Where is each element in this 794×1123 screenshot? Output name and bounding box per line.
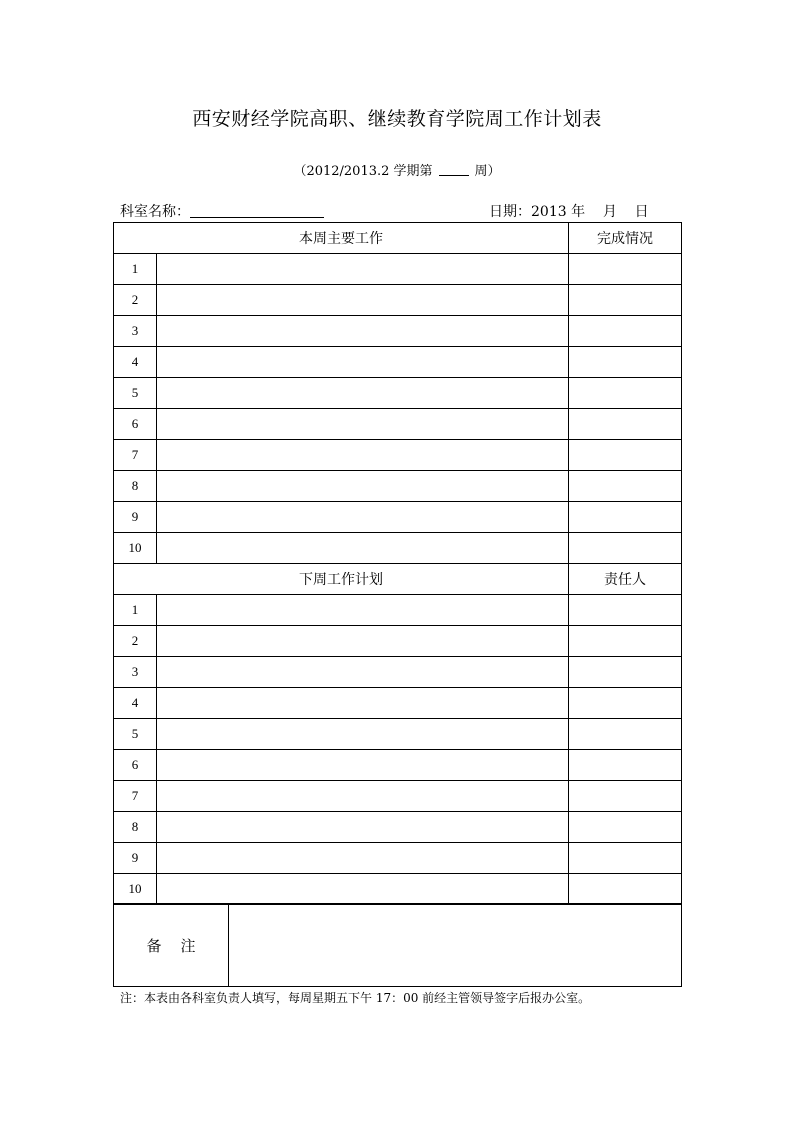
table-row <box>114 471 682 502</box>
this-week-item-cell[interactable] <box>157 533 569 564</box>
table-row <box>114 285 682 316</box>
this-week-item-cell[interactable] <box>157 285 569 316</box>
table-row <box>114 316 682 347</box>
next-week-side-cell[interactable] <box>569 626 682 657</box>
next-week-item-cell[interactable] <box>157 843 569 874</box>
date-line: 日期：2013 年 月 日 <box>489 204 649 220</box>
table-row <box>114 812 682 843</box>
row-number: 10 <box>114 874 157 905</box>
semester-week-line <box>0 160 794 179</box>
next-week-side-cell[interactable] <box>569 688 682 719</box>
table-row <box>114 781 682 812</box>
this-week-side-cell[interactable] <box>569 502 682 533</box>
table-row <box>114 595 682 626</box>
this-week-item-cell[interactable] <box>157 378 569 409</box>
this-week-header-row <box>114 223 682 254</box>
this-week-header-side: 完成情况 <box>569 223 682 254</box>
row-number: 8 <box>114 471 157 502</box>
semester-suffix: 周） <box>474 164 501 179</box>
row-number: 4 <box>114 688 157 719</box>
next-week-header-side: 责任人 <box>569 564 682 595</box>
next-week-item-cell[interactable] <box>157 595 569 626</box>
row-number: 6 <box>114 409 157 440</box>
row-number: 6 <box>114 750 157 781</box>
department-line <box>120 201 324 221</box>
table-row <box>114 626 682 657</box>
table-row <box>114 843 682 874</box>
row-number: 9 <box>114 502 157 533</box>
row-number: 1 <box>114 254 157 285</box>
page-title: 西安财经学院高职、继续教育学院周工作计划表 <box>192 108 602 130</box>
row-number: 2 <box>114 626 157 657</box>
table-row <box>114 502 682 533</box>
row-number: 3 <box>114 316 157 347</box>
this-week-item-cell[interactable] <box>157 502 569 533</box>
row-number: 9 <box>114 843 157 874</box>
next-week-side-cell[interactable] <box>569 657 682 688</box>
week-number-blank[interactable] <box>439 163 469 176</box>
next-week-item-cell[interactable] <box>157 626 569 657</box>
next-week-side-cell[interactable] <box>569 719 682 750</box>
table-row <box>114 719 682 750</box>
remarks-cell[interactable] <box>229 904 682 987</box>
work-plan-table <box>113 222 682 905</box>
table-row <box>114 409 682 440</box>
department-name-blank[interactable] <box>190 203 324 218</box>
table-row <box>114 254 682 285</box>
row-number: 8 <box>114 812 157 843</box>
row-number: 1 <box>114 595 157 626</box>
next-week-item-cell[interactable] <box>157 688 569 719</box>
row-number: 10 <box>114 533 157 564</box>
row-number: 7 <box>114 781 157 812</box>
this-week-header-main: 本周主要工作 <box>114 223 569 254</box>
table-row <box>114 347 682 378</box>
next-week-item-cell[interactable] <box>157 781 569 812</box>
row-number: 4 <box>114 347 157 378</box>
this-week-item-cell[interactable] <box>157 347 569 378</box>
this-week-side-cell[interactable] <box>569 471 682 502</box>
next-week-header-row <box>114 564 682 595</box>
table-row <box>114 533 682 564</box>
row-number: 7 <box>114 440 157 471</box>
next-week-side-cell[interactable] <box>569 812 682 843</box>
table-row <box>114 440 682 471</box>
this-week-side-cell[interactable] <box>569 440 682 471</box>
this-week-item-cell[interactable] <box>157 254 569 285</box>
next-week-item-cell[interactable] <box>157 657 569 688</box>
next-week-item-cell[interactable] <box>157 750 569 781</box>
table-row <box>114 874 682 905</box>
this-week-side-cell[interactable] <box>569 409 682 440</box>
remarks-label: 备 注 <box>114 904 229 987</box>
footer-note: 注：本表由各科室负责人填写，每周星期五下午 17：00 前经主管领导签字后报办公室。 <box>120 991 591 1005</box>
next-week-item-cell[interactable] <box>157 874 569 905</box>
semester-prefix: （2012/2013.2 学期第 <box>293 164 433 179</box>
this-week-side-cell[interactable] <box>569 533 682 564</box>
table-row <box>114 657 682 688</box>
next-week-side-cell[interactable] <box>569 874 682 905</box>
row-number: 5 <box>114 719 157 750</box>
this-week-side-cell[interactable] <box>569 285 682 316</box>
next-week-side-cell[interactable] <box>569 595 682 626</box>
next-week-item-cell[interactable] <box>157 812 569 843</box>
this-week-item-cell[interactable] <box>157 471 569 502</box>
this-week-item-cell[interactable] <box>157 316 569 347</box>
next-week-item-cell[interactable] <box>157 719 569 750</box>
row-number: 2 <box>114 285 157 316</box>
remarks-table <box>113 903 682 987</box>
row-number: 3 <box>114 657 157 688</box>
table-row <box>114 688 682 719</box>
this-week-side-cell[interactable] <box>569 254 682 285</box>
this-week-item-cell[interactable] <box>157 409 569 440</box>
this-week-side-cell[interactable] <box>569 347 682 378</box>
next-week-side-cell[interactable] <box>569 750 682 781</box>
this-week-side-cell[interactable] <box>569 378 682 409</box>
remarks-row <box>114 904 682 987</box>
next-week-header-main: 下周工作计划 <box>114 564 569 595</box>
this-week-side-cell[interactable] <box>569 316 682 347</box>
department-label: 科室名称： <box>120 204 190 220</box>
next-week-side-cell[interactable] <box>569 843 682 874</box>
this-week-item-cell[interactable] <box>157 440 569 471</box>
table-row <box>114 378 682 409</box>
row-number: 5 <box>114 378 157 409</box>
next-week-side-cell[interactable] <box>569 781 682 812</box>
table-row <box>114 750 682 781</box>
